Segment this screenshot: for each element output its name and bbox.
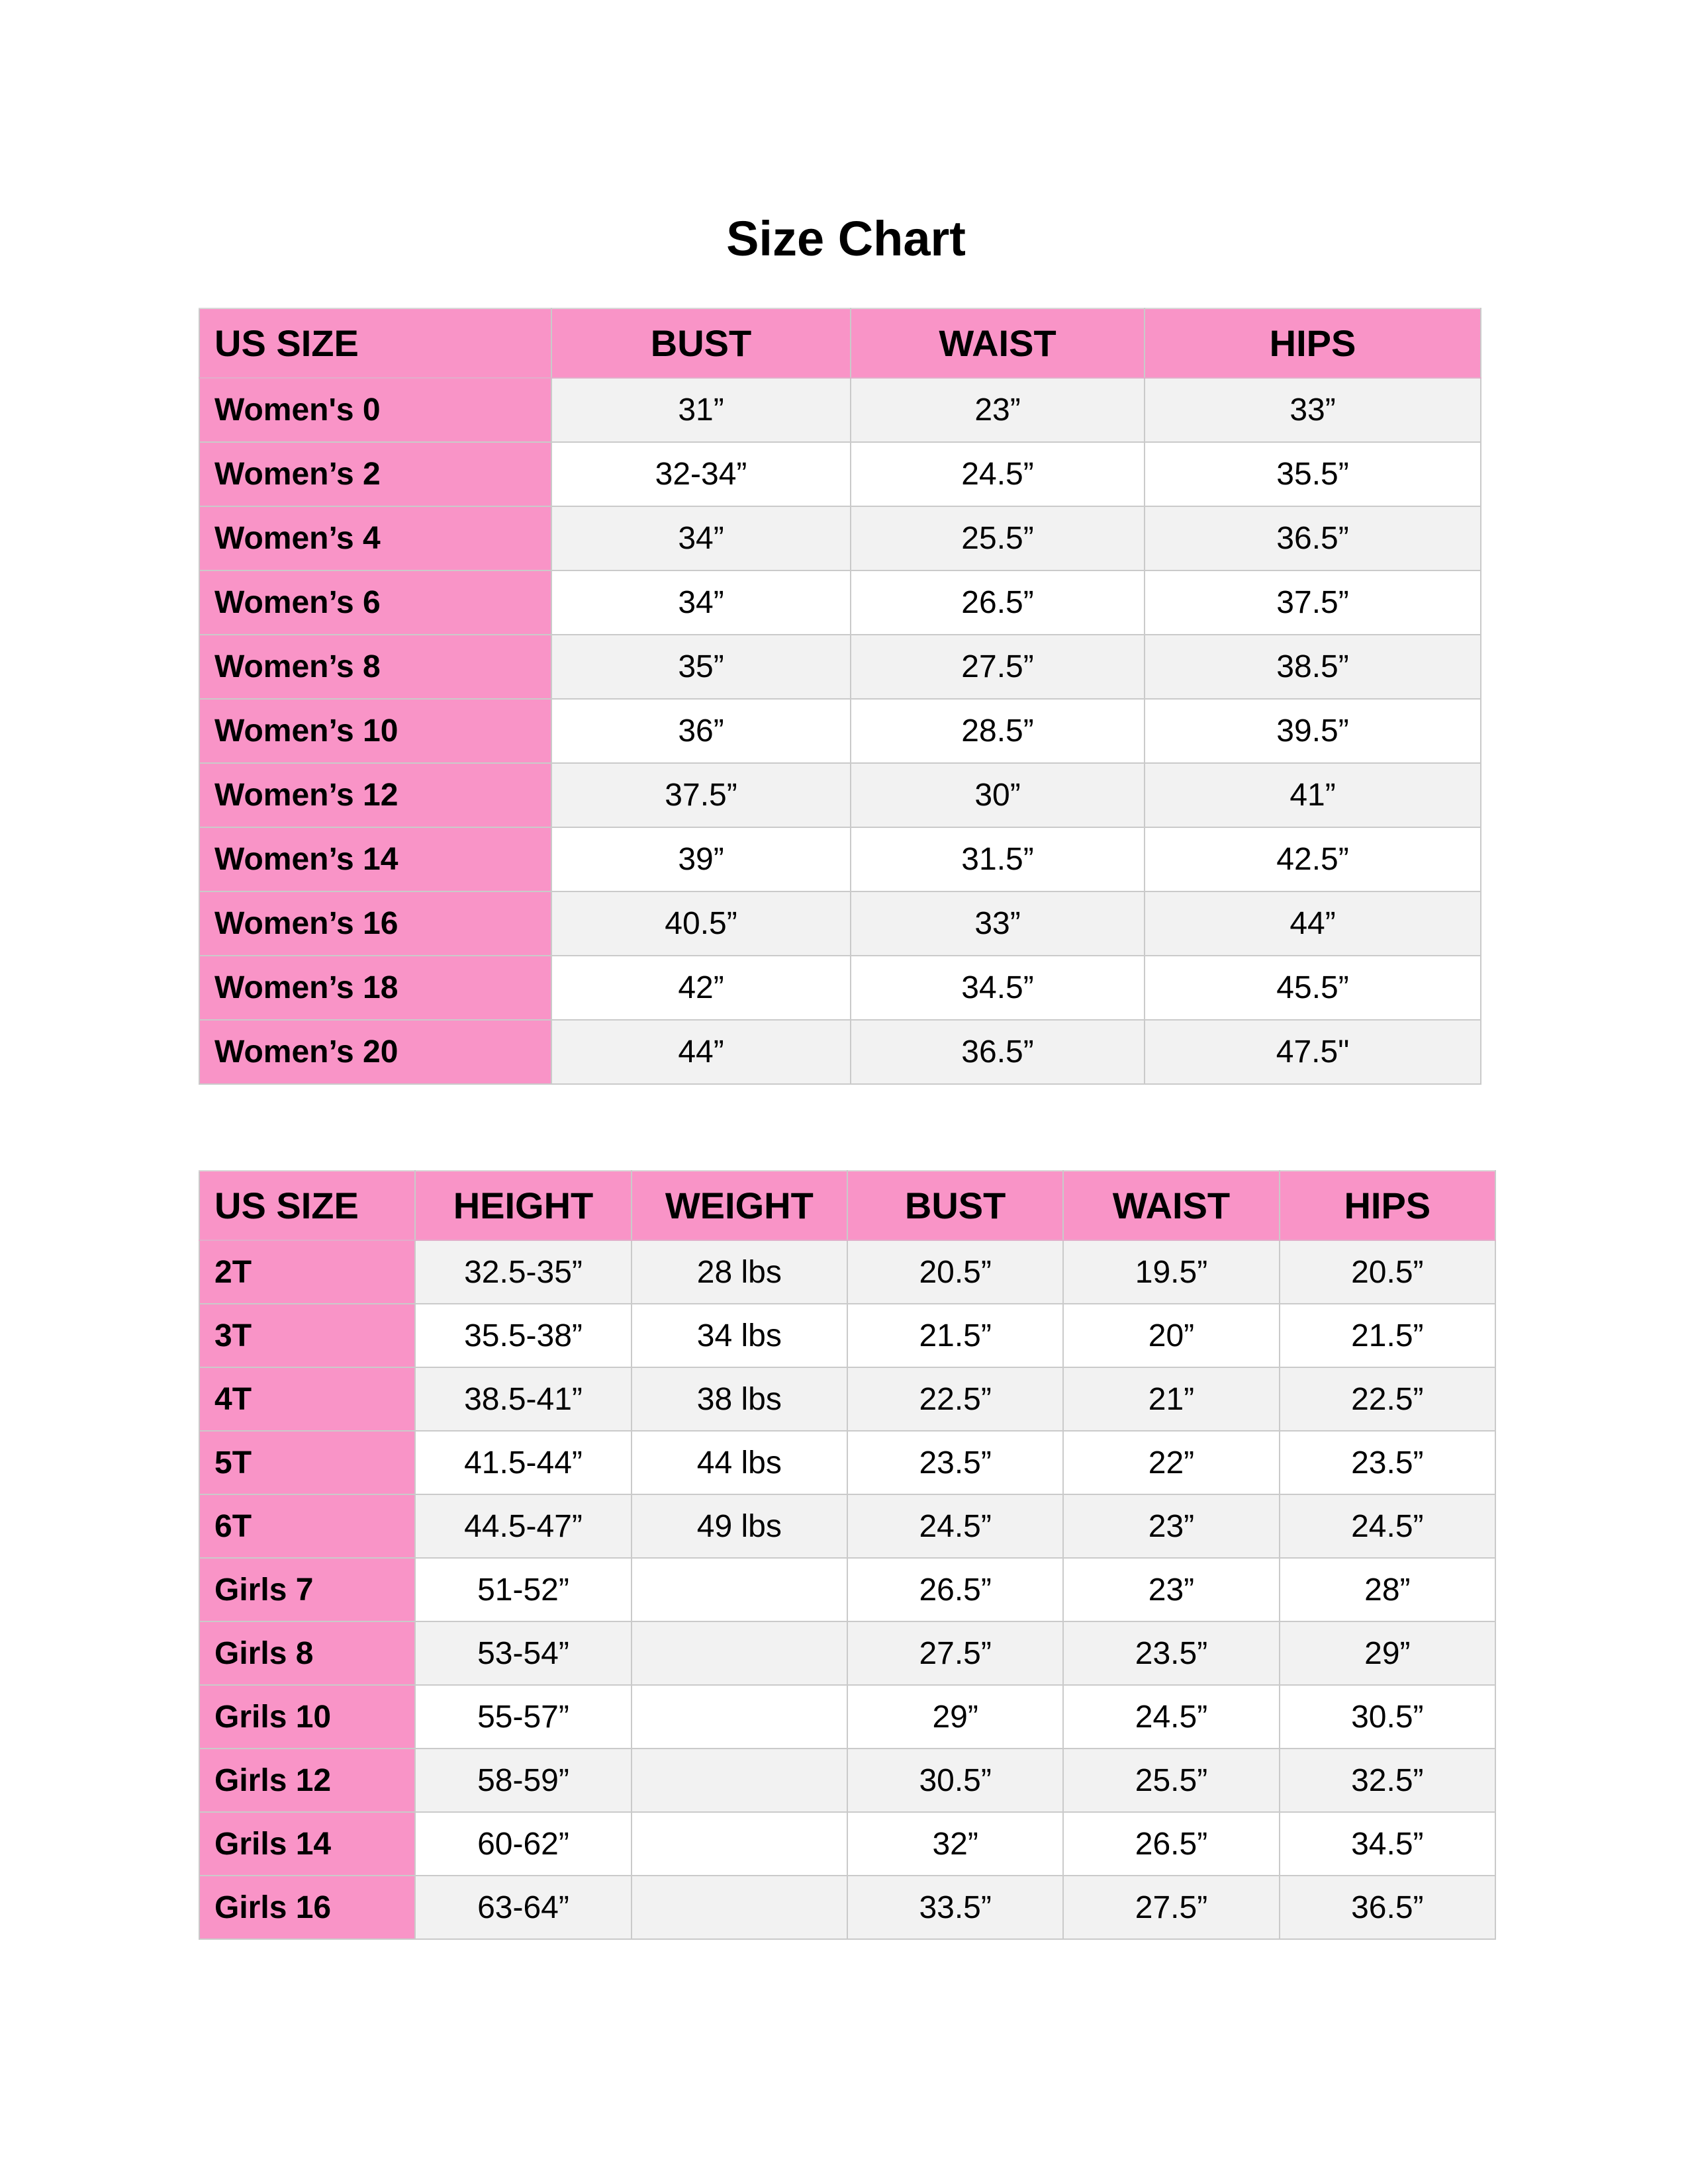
girls-table-header [199, 1171, 1495, 1240]
measurement-cell: 33” [1145, 378, 1481, 442]
measurement-cell: 37.5” [551, 763, 851, 827]
table-row [199, 570, 1481, 635]
measurement-cell: 29” [1280, 1621, 1495, 1685]
measurement-cell: 42.5” [1145, 827, 1481, 891]
measurement-cell: 39” [551, 827, 851, 891]
girls-table-body [199, 1240, 1495, 1939]
measurement-cell: 25.5” [851, 506, 1145, 570]
measurement-cell: 36.5” [1145, 506, 1481, 570]
page-title: Size Chart [726, 211, 966, 266]
column-header-height: HEIGHT [415, 1171, 631, 1240]
table-row [199, 1240, 1495, 1304]
row-label-women-s-16: Women’s 16 [199, 891, 551, 956]
measurement-cell: 26.5” [1063, 1812, 1279, 1876]
table-row [199, 506, 1481, 570]
row-label-4t: 4T [199, 1367, 415, 1431]
row-label-3t: 3T [199, 1304, 415, 1367]
row-label-women-s-10: Women’s 10 [199, 699, 551, 763]
row-label-girls-12: Girls 12 [199, 1749, 415, 1812]
measurement-cell: 51-52” [415, 1558, 631, 1621]
column-header-bust: BUST [551, 308, 851, 378]
measurement-cell: 31” [551, 378, 851, 442]
measurement-cell: 19.5” [1063, 1240, 1279, 1304]
row-label-girls-7: Girls 7 [199, 1558, 415, 1621]
measurement-cell: 39.5” [1145, 699, 1481, 763]
measurement-cell: 35.5-38” [415, 1304, 631, 1367]
row-label-5t: 5T [199, 1431, 415, 1494]
row-label-women-s-4: Women’s 4 [199, 506, 551, 570]
measurement-cell: 22.5” [1280, 1367, 1495, 1431]
table-row [199, 891, 1481, 956]
row-label-women-s-0: Women's 0 [199, 378, 551, 442]
measurement-cell: 40.5” [551, 891, 851, 956]
measurement-cell: 27.5” [851, 635, 1145, 699]
measurement-cell: 23” [1063, 1494, 1279, 1558]
measurement-cell: 34” [551, 570, 851, 635]
row-label-women-s-20: Women’s 20 [199, 1020, 551, 1084]
measurement-cell: 26.5” [847, 1558, 1063, 1621]
measurement-cell [632, 1621, 847, 1685]
measurement-cell: 23” [1063, 1558, 1279, 1621]
measurement-cell: 37.5” [1145, 570, 1481, 635]
measurement-cell: 33” [851, 891, 1145, 956]
measurement-cell: 34 lbs [632, 1304, 847, 1367]
row-label-girls-16: Girls 16 [199, 1876, 415, 1939]
measurement-cell: 24.5” [1063, 1685, 1279, 1749]
measurement-cell: 23.5” [1063, 1621, 1279, 1685]
measurement-cell: 28” [1280, 1558, 1495, 1621]
measurement-cell [632, 1558, 847, 1621]
measurement-cell: 34” [551, 506, 851, 570]
measurement-cell: 41.5-44” [415, 1431, 631, 1494]
measurement-cell: 32.5-35” [415, 1240, 631, 1304]
measurement-cell: 31.5” [851, 827, 1145, 891]
measurement-cell: 23” [851, 378, 1145, 442]
measurement-cell: 23.5” [1280, 1431, 1495, 1494]
row-label-2t: 2T [199, 1240, 415, 1304]
table-row [199, 1367, 1495, 1431]
table-row [199, 827, 1481, 891]
measurement-cell: 27.5” [847, 1621, 1063, 1685]
table-row [199, 1621, 1495, 1685]
measurement-cell: 24.5” [847, 1494, 1063, 1558]
column-header-us-size: US SIZE [199, 1171, 415, 1240]
measurement-cell: 53-54” [415, 1621, 631, 1685]
column-header-weight: WEIGHT [632, 1171, 847, 1240]
measurement-cell: 55-57” [415, 1685, 631, 1749]
row-label-women-s-2: Women’s 2 [199, 442, 551, 506]
measurement-cell: 36” [551, 699, 851, 763]
table-row [199, 635, 1481, 699]
column-header-hips: HIPS [1145, 308, 1481, 378]
header-row [199, 1171, 1495, 1240]
measurement-cell: 49 lbs [632, 1494, 847, 1558]
measurement-cell: 58-59” [415, 1749, 631, 1812]
measurement-cell: 35” [551, 635, 851, 699]
measurement-cell: 38.5” [1145, 635, 1481, 699]
measurement-cell: 42” [551, 956, 851, 1020]
measurement-cell [632, 1876, 847, 1939]
measurement-cell: 34.5” [851, 956, 1145, 1020]
column-header-waist: WAIST [1063, 1171, 1279, 1240]
measurement-cell: 28 lbs [632, 1240, 847, 1304]
table-row [199, 378, 1481, 442]
measurement-cell: 21” [1063, 1367, 1279, 1431]
girls-size-table [199, 1170, 1496, 1940]
womens-size-table [199, 308, 1481, 1085]
measurement-cell: 60-62” [415, 1812, 631, 1876]
measurement-cell: 22.5” [847, 1367, 1063, 1431]
womens-table-header [199, 308, 1481, 378]
table-row [199, 1558, 1495, 1621]
row-label-women-s-8: Women’s 8 [199, 635, 551, 699]
measurement-cell: 20” [1063, 1304, 1279, 1367]
measurement-cell: 30” [851, 763, 1145, 827]
measurement-cell: 44” [551, 1020, 851, 1084]
table-row [199, 1304, 1495, 1367]
table-row [199, 763, 1481, 827]
measurement-cell: 32.5” [1280, 1749, 1495, 1812]
measurement-cell: 24.5” [851, 442, 1145, 506]
measurement-cell: 47.5" [1145, 1020, 1481, 1084]
measurement-cell: 20.5” [847, 1240, 1063, 1304]
measurement-cell: 41” [1145, 763, 1481, 827]
row-label-grils-14: Grils 14 [199, 1812, 415, 1876]
measurement-cell: 20.5” [1280, 1240, 1495, 1304]
measurement-cell: 21.5” [847, 1304, 1063, 1367]
measurement-cell: 34.5” [1280, 1812, 1495, 1876]
table-row [199, 442, 1481, 506]
measurement-cell: 35.5” [1145, 442, 1481, 506]
measurement-cell: 30.5” [847, 1749, 1063, 1812]
table-row [199, 1812, 1495, 1876]
row-label-6t: 6T [199, 1494, 415, 1558]
measurement-cell: 26.5” [851, 570, 1145, 635]
table-row [199, 1685, 1495, 1749]
measurement-cell: 38.5-41” [415, 1367, 631, 1431]
measurement-cell: 44.5-47” [415, 1494, 631, 1558]
measurement-cell: 27.5” [1063, 1876, 1279, 1939]
row-label-girls-8: Girls 8 [199, 1621, 415, 1685]
column-header-bust: BUST [847, 1171, 1063, 1240]
measurement-cell: 36.5” [851, 1020, 1145, 1084]
table-row [199, 1431, 1495, 1494]
table-row [199, 1876, 1495, 1939]
row-label-women-s-12: Women’s 12 [199, 763, 551, 827]
womens-table-body [199, 378, 1481, 1084]
measurement-cell: 25.5” [1063, 1749, 1279, 1812]
measurement-cell: 28.5” [851, 699, 1145, 763]
measurement-cell: 44” [1145, 891, 1481, 956]
row-label-grils-10: Grils 10 [199, 1685, 415, 1749]
measurement-cell: 45.5” [1145, 956, 1481, 1020]
table-row [199, 1020, 1481, 1084]
column-header-hips: HIPS [1280, 1171, 1495, 1240]
measurement-cell: 22” [1063, 1431, 1279, 1494]
measurement-cell: 32-34” [551, 442, 851, 506]
column-header-waist: WAIST [851, 308, 1145, 378]
measurement-cell: 29” [847, 1685, 1063, 1749]
table-row [199, 1749, 1495, 1812]
measurement-cell: 33.5” [847, 1876, 1063, 1939]
measurement-cell: 36.5” [1280, 1876, 1495, 1939]
column-header-us-size: US SIZE [199, 308, 551, 378]
measurement-cell: 30.5” [1280, 1685, 1495, 1749]
measurement-cell: 32” [847, 1812, 1063, 1876]
measurement-cell: 44 lbs [632, 1431, 847, 1494]
measurement-cell [632, 1812, 847, 1876]
measurement-cell [632, 1685, 847, 1749]
measurement-cell: 23.5” [847, 1431, 1063, 1494]
table-row [199, 1494, 1495, 1558]
measurement-cell [632, 1749, 847, 1812]
table-row [199, 699, 1481, 763]
measurement-cell: 38 lbs [632, 1367, 847, 1431]
row-label-women-s-6: Women’s 6 [199, 570, 551, 635]
header-row [199, 308, 1481, 378]
table-row [199, 956, 1481, 1020]
row-label-women-s-18: Women’s 18 [199, 956, 551, 1020]
measurement-cell: 24.5” [1280, 1494, 1495, 1558]
row-label-women-s-14: Women’s 14 [199, 827, 551, 891]
measurement-cell: 63-64” [415, 1876, 631, 1939]
measurement-cell: 21.5” [1280, 1304, 1495, 1367]
